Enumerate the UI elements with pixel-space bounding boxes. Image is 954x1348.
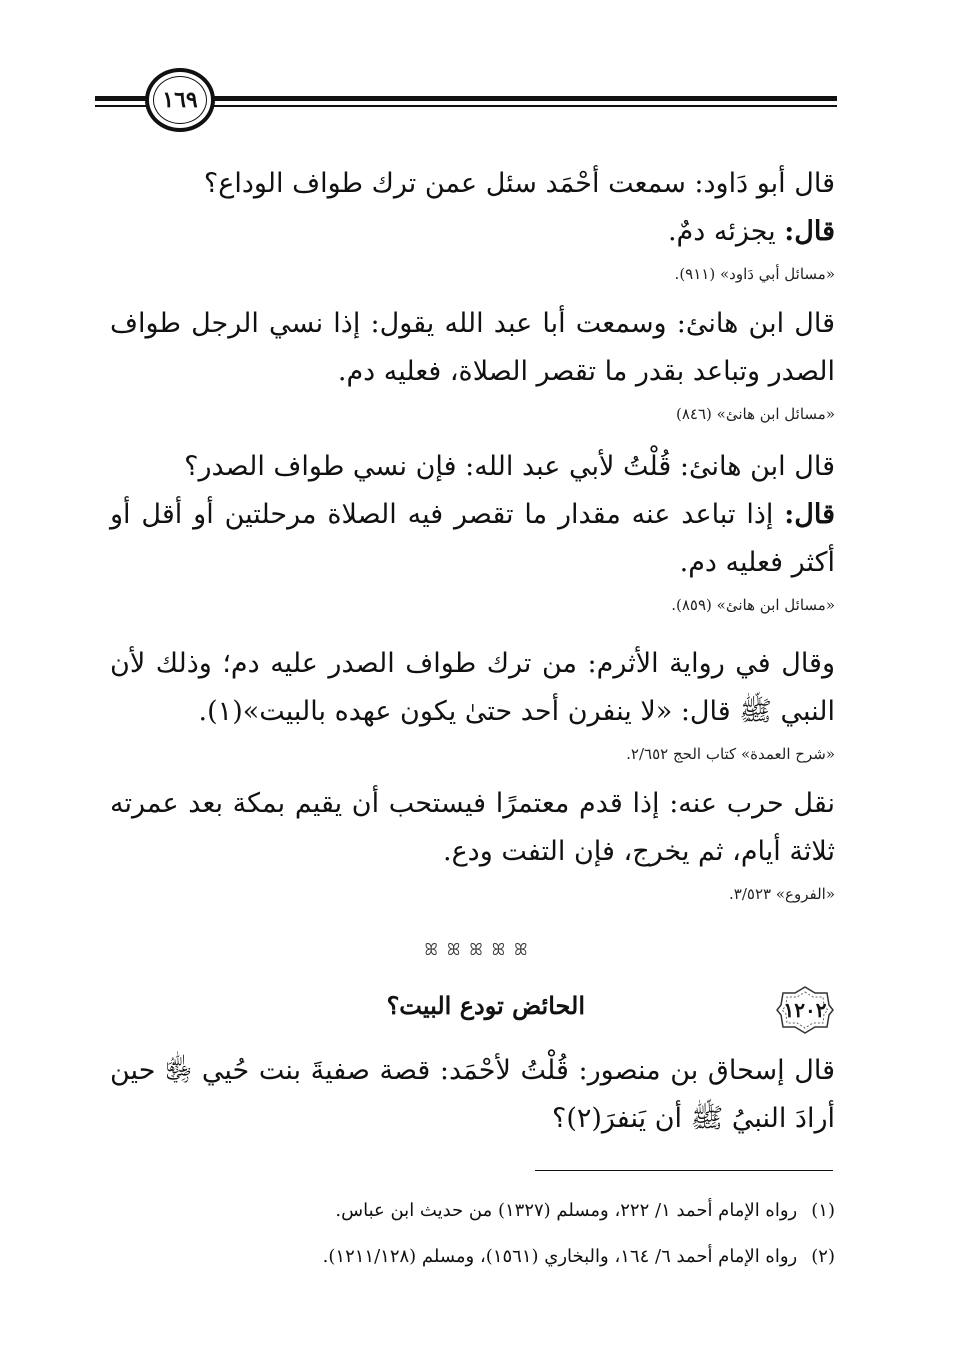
source-citation: «مسائل أبي دَاود» (٩١١). [674,265,835,283]
entry-block-5 [110,780,835,906]
entry-block-4 [110,640,835,766]
page-header [95,60,837,150]
footnotes [110,1188,835,1280]
source-citation: «الفروع» ٣/٥٢٣. [729,885,835,903]
entry-line: قال: يجزئه دمٌ. [667,216,835,247]
section-number-badge [775,985,835,1035]
footnote-divider [535,1170,833,1171]
section-number: ١٢٠٢ [783,998,827,1022]
section-body [110,1047,835,1143]
section-text: قال إسحاق بن منصور: قُلْتُ لأحْمَد: قصة صفيةَ بنت حُيي ﵂ حين أرادَ النبيُ ﷺ أن يَنفرَ(٢)؟ [110,1055,835,1134]
source-citation: «مسائل ابن هانئ» (٨٥٩). [671,596,835,614]
entry-block-3 [110,443,835,617]
entry-line: وقال في رواية الأثرم: من ترك طواف الصدر عليه دم؛ وذلك لأن النبي ﷺ قال: «لا ينفرن أحد حتىٰ يكون عهده بالبيت»(١). [110,648,835,727]
page-number-badge [145,68,215,132]
entry-line: قال ابن هانئ: وسمعت أبا عبد الله يقول: إذا نسي الرجل طواف الصدر وتباعد بقدر ما تقصر الصلاة، فعليه دم. [110,308,835,387]
answer-label: قال: [784,499,835,530]
entry-line: نقل حرب عنه: إذا قدم معتمرًا فيستحب أن يقيم بمكة بعد عمرته ثلاثة أيام، ثم يخرج، فإن التفت ودع. [110,788,835,867]
footnote: (١)رواه الإمام أحمد ١/ ٢٢٢، ومسلم (١٣٢٧) من حديث ابن عباس. [110,1188,835,1234]
section-title: الحائض تودع البيت؟ [386,991,585,1020]
footnote-number: (١) [811,1200,835,1221]
footnote-number: (٢) [811,1246,835,1267]
ornamental-separator: ꕤ ꕤ ꕤ ꕤ ꕤ [424,940,530,959]
entry-line: قال أبو دَاود: سمعت أحْمَد سئل عمن ترك طواف الوداع؟ [203,168,835,199]
entry-line: قال: إذا تباعد عنه مقدار ما تقصر فيه الصلاة مرحلتين أو أقل أو أكثر فعليه دم. [110,499,835,578]
source-citation: «شرح العمدة» كتاب الحج ٢/٦٥٢. [626,745,835,763]
section-heading [110,985,835,1035]
entry-block-2 [110,300,835,426]
entry-line: قال ابن هانئ: قُلْتُ لأبي عبد الله: فإن نسي طواف الصدر؟ [184,451,835,482]
page-number: ١٦٩ [162,87,198,113]
answer-label: قال: [784,216,835,247]
footnote: (٢)رواه الإمام أحمد ٦/ ١٦٤، والبخاري (١٥٦١)، ومسلم (١٢١١/١٢٨). [110,1234,835,1280]
source-citation: «مسائل ابن هانئ» (٨٤٦) [676,405,835,423]
entry-block-1 [110,160,835,286]
